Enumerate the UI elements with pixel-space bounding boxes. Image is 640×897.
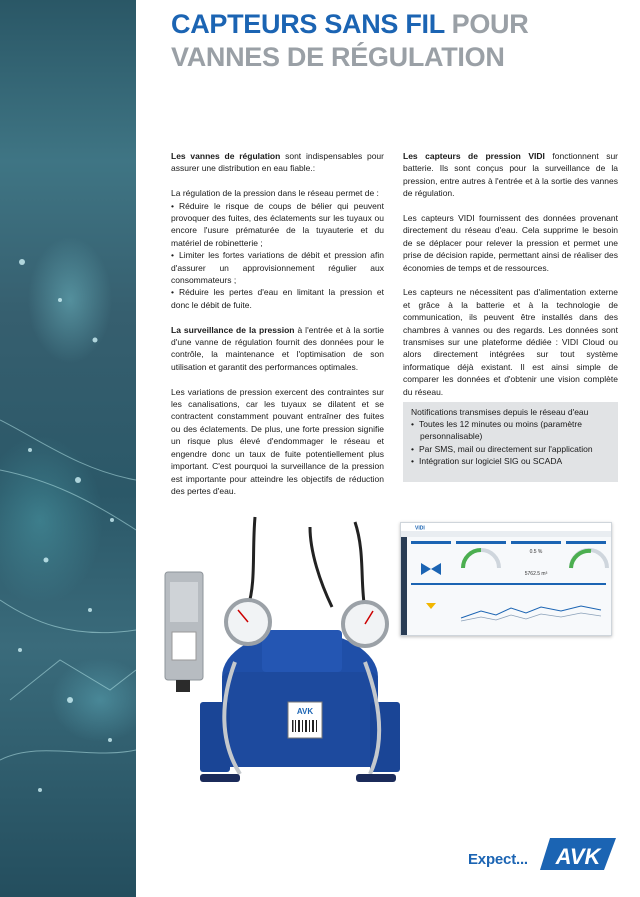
vidi-dashboard-screenshot [400, 522, 612, 636]
avk-logo [540, 838, 616, 874]
intro-paragraph [171, 150, 384, 175]
list-item: • Réduire le risque de coups de bélier qui peuvent provoquer des fuites, des éclatements sur les tuyaux ou encore l'usure prématurée de la tuyauterie et du matériel de robinetterie ; [171, 200, 384, 250]
intro-text: sont indispensables pour assurer une distribution en eau fiable.: [171, 151, 384, 174]
list-item: • Limiter les fortes variations de débit et pression afin d'assurer un approvisionnement régulier aux consommateurs ; [171, 249, 384, 286]
list-item: • Par SMS, mail ou directement sur l'application [411, 443, 610, 455]
sensors-paragraph [403, 150, 618, 200]
title-rest: POUR VANNES DE RÉGULATION [171, 9, 529, 72]
dashboard-volume-value: 5762.5 m³ [524, 571, 548, 577]
notifications-list [411, 418, 610, 467]
dashboard-gauge-value: 0.5 % [529, 549, 543, 555]
control-valve-photo [160, 512, 405, 802]
installation-paragraph: Les capteurs ne nécessitent pas d'alimentation externe et grâce à la batterie et à la technologie de communication, ils peuvent être installés dans des chambres à vannes ou des regards. Les données sont transmises sur une plateforme dédiée : VIDI Cloud ou alors directement intégrées sur tout système informatique déjà existant. Il est ainsi simple de comparer les données et d'obtenir une vision complète du réseau. [403, 287, 618, 397]
intro-bold: Les vannes de régulation [171, 151, 281, 161]
monitoring-paragraph [171, 324, 384, 374]
list-item: • Réduire les pertes d'eau en limitant la pression et donc le débit de fuite. [171, 286, 384, 311]
monitoring-bold: La surveillance de la pression [171, 324, 295, 335]
sensors-bold: Les capteurs de pression VIDI [403, 151, 545, 161]
left-text-column [171, 150, 384, 510]
dashboard-app-name: VIDI [415, 525, 425, 532]
monitoring-text: à l'entrée et à la sortie d'une vanne de régulation fournit des données pour le contrôle, la maintenance et l'optimisation de son utilisation et garantit des performances optimales. [171, 324, 384, 372]
page-title [171, 8, 631, 74]
right-text-column [403, 150, 618, 410]
footer-tagline: Expect... [468, 851, 528, 868]
sensors-text: fonctionnent sur batterie. Ils sont conçus pour la surveillance de la pression, entre autres à l'entrée et à la sortie des vannes de régulation. [403, 151, 618, 199]
data-paragraph: Les capteurs VIDI fournissent des données provenant directement du réseau d'eau. Cela supprime le besoin de se déplacer pour relever la pression et permet une prise de décision rapide, permettant ainsi de réaliser des économies de temps et de ressources. [403, 213, 618, 273]
notifications-title: Notifications transmises depuis le réseau d'eau [411, 407, 589, 417]
regulation-lead: La régulation de la pression dans le réseau permet de : [171, 188, 379, 199]
list-item: • Toutes les 12 minutes ou moins (paramètre personnalisable) [411, 418, 610, 442]
title-highlight: CAPTEURS SANS FIL [171, 9, 445, 39]
list-item: • Intégration sur logiciel SIG ou SCADA [411, 455, 610, 467]
logo-text: AVK [555, 844, 601, 869]
decorative-side-image [0, 0, 136, 897]
regulation-benefits-list [171, 200, 384, 312]
pressure-variation-paragraph: Les variations de pression exercent des contraintes sur les canalisations, car les tuyaux se dilatent et se contractent constamment pouvant entraîner des fuites ou des éclatements. De plus, une forte pression signifie un risque plus élevé d'endommager le réseau et engendre donc un taux de fuite potentiellement plus important. C'est pourquoi la surveillance de la pression est importante pour atteindre les objectifs de réduction des pertes d'eau. [171, 386, 384, 496]
valve-brand-label: AVK [296, 707, 314, 716]
notifications-box [403, 402, 618, 482]
